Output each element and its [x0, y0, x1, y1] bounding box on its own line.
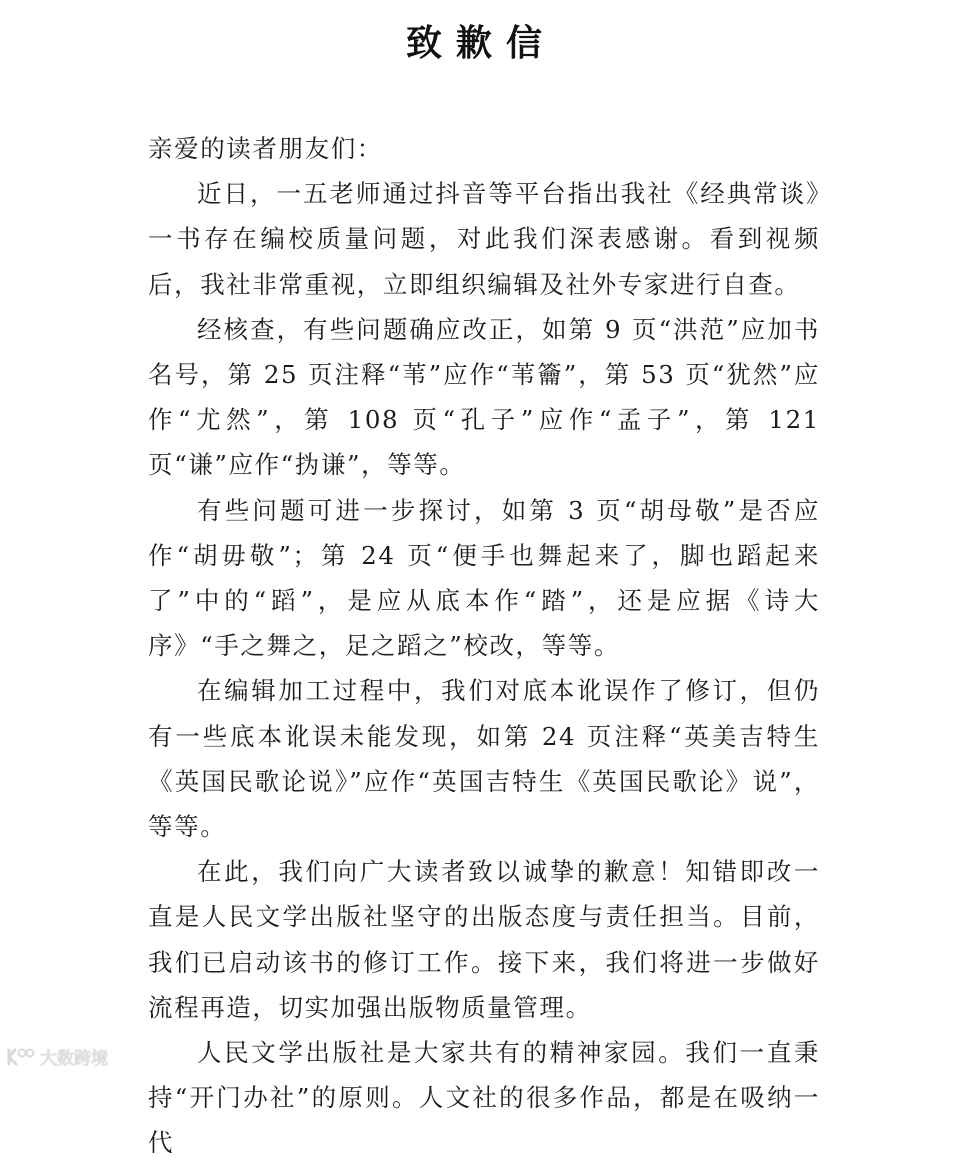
paragraph-3: 有些问题可进一步探讨，如第 3 页“胡母敬”是否应作“胡毋敬”；第 24 页“便手也舞起来了，脚也蹈起来了”中的“蹈”，是应从底本作“踏”，还是应据《诗大序》“手之舞之，足之蹈之”校改，等等。 [148, 495, 820, 661]
watermark-text: 大数跨境 [40, 1049, 108, 1069]
letter-body [148, 126, 820, 1166]
page-title: 致歉信 [405, 23, 556, 64]
koo-logo-icon [6, 1046, 36, 1068]
salutation: 亲爱的读者朋友们： [148, 134, 383, 163]
watermark [6, 1044, 108, 1069]
paragraph-2: 经核查，有些问题确应改正，如第 9 页“洪范”应加书名号，第 25 页注释“苇”应作“苇籥”，第 53 页“犹然”应作“尤然”，第 108 页“孔子”应作“孟子”，第 121 页“谦”应作“㧑谦”，等等。 [148, 314, 820, 480]
paragraph-4: 在编辑加工过程中，我们对底本讹误作了修订，但仍有一些底本讹误未能发现，如第 24 页注释“英美吉特生《英国民歌论说》”应作“英国吉特生《英国民歌论》说”，等等。 [148, 676, 820, 842]
paragraph-5: 在此，我们向广大读者致以诚挚的歉意！知错即改一直是人民文学出版社坚守的出版态度与责任担当。目前，我们已启动该书的修订工作。接下来，我们将进一步做好流程再造，切实加强出版物质量管理。 [148, 857, 820, 1022]
paragraph-6: 人民文学出版社是大家共有的精神家园。我们一直秉持“开门办社”的原则。人文社的很多作品，都是在吸纳一代 [148, 1038, 820, 1158]
paragraph-1: 近日，一五老师通过抖音等平台指出我社《经典常谈》一书存在编校质量问题，对此我们深表感谢。看到视频后，我社非常重视，立即组织编辑及社外专家进行自查。 [148, 179, 820, 299]
